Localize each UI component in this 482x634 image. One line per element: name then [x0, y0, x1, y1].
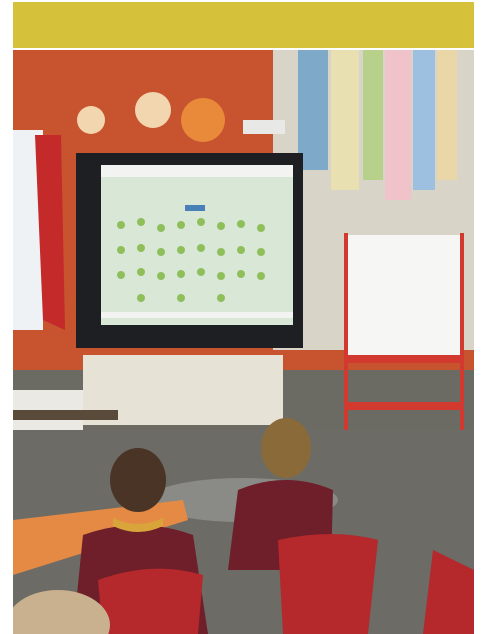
- browser-bar: [101, 165, 293, 177]
- desk-top: [13, 410, 118, 420]
- wall-poster: [77, 106, 105, 134]
- whiteboard-screen: [101, 165, 293, 325]
- screen-footer: [101, 312, 293, 318]
- easel-frame: [460, 233, 464, 448]
- projector: [243, 120, 285, 134]
- screen-button: [185, 205, 205, 211]
- hanging-art: [363, 50, 383, 180]
- cart-shelf: [344, 402, 464, 410]
- easel-frame: [344, 233, 348, 448]
- hanging-art: [437, 50, 457, 180]
- hanging-art: [413, 50, 435, 190]
- cart-shelf: [344, 355, 464, 363]
- red-chair: [98, 569, 203, 634]
- wall-poster: [181, 98, 225, 142]
- student-head: [110, 448, 166, 512]
- red-chair: [278, 534, 378, 634]
- wall-poster: [135, 92, 171, 128]
- hanging-art: [331, 50, 359, 190]
- student-head: [261, 418, 311, 478]
- classroom-photo: [13, 50, 474, 634]
- top-banner: [13, 2, 474, 48]
- easel-whiteboard: [348, 235, 460, 355]
- hanging-art: [385, 50, 411, 200]
- classroom-scene: [13, 50, 474, 634]
- hanging-art: [298, 50, 328, 170]
